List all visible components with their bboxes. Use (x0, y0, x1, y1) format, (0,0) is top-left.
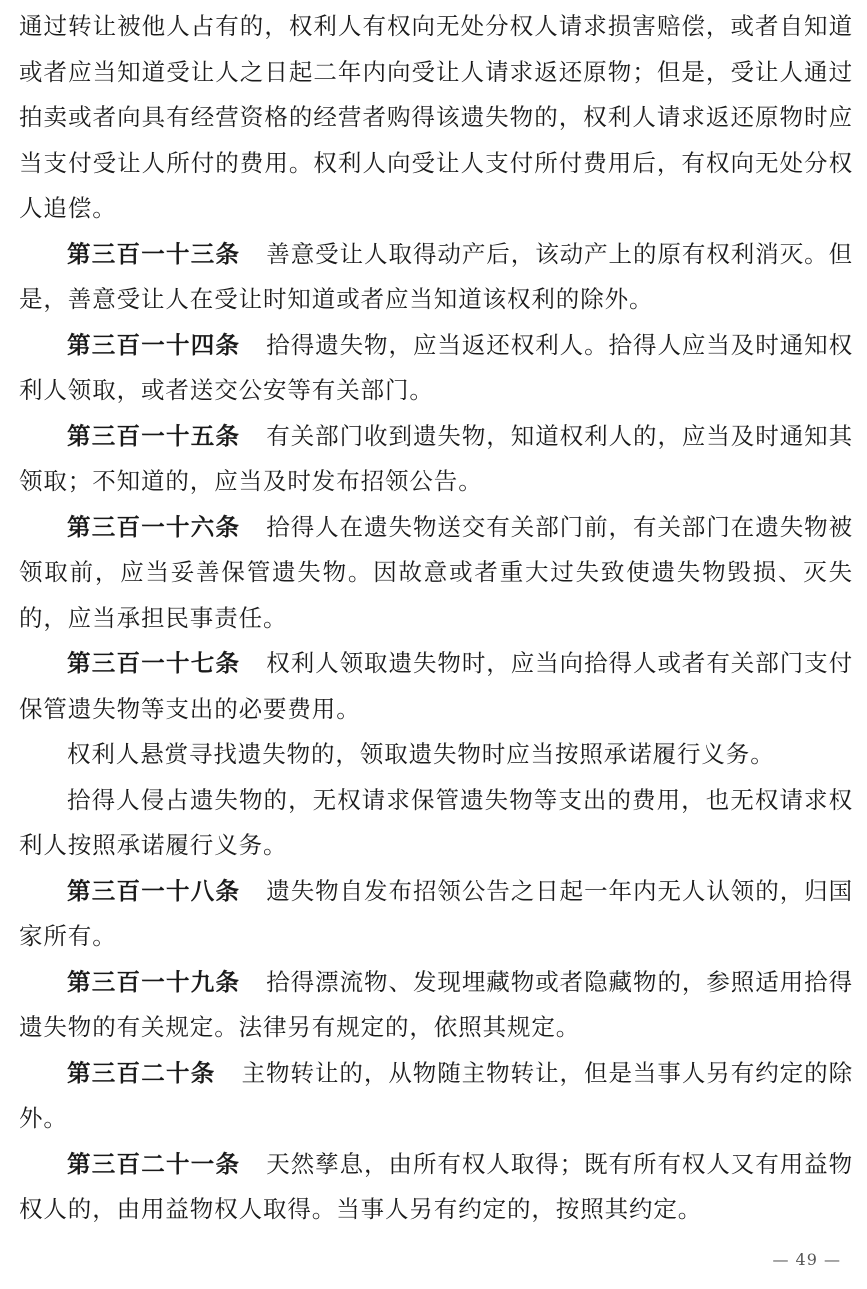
article-321 (19, 1142, 853, 1233)
article-number: 第三百一十四条 (67, 330, 241, 359)
paragraph-text: 拾得遗失物，应当返还权利人。拾得人应当及时通知权利人领取，或者送交公安等有关部门。 (19, 330, 853, 404)
article-number: 第三百一十九条 (67, 967, 241, 996)
article-number: 第三百二十条 (67, 1058, 216, 1087)
article-320 (19, 1051, 853, 1142)
article-317 (19, 641, 853, 732)
paragraph-text: 权利人悬赏寻找遗失物的，领取遗失物时应当按照承诺履行义务。 (67, 740, 775, 768)
article-314 (19, 323, 853, 414)
paragraph-text: 拾得人在遗失物送交有关部门前，有关部门在遗失物被领取前，应当妥善保管遗失物。因故意或者重大过失致使遗失物毁损、灭失的，应当承担民事责任。 (19, 512, 853, 632)
document-body (19, 4, 853, 1233)
article-number: 第三百二十一条 (67, 1149, 241, 1178)
paragraph-text: 善意受让人取得动产后，该动产上的原有权利消灭。但是，善意受让人在受让时知道或者应当知道该权利的除外。 (19, 239, 853, 313)
article-number: 第三百一十六条 (67, 512, 241, 541)
article-315 (19, 414, 853, 505)
paragraph-text: 拾得漂流物、发现埋藏物或者隐藏物的，参照适用拾得遗失物的有关规定。法律另有规定的，依照其规定。 (19, 967, 853, 1041)
paragraph-text: 主物转让的，从物随主物转让，但是当事人另有约定的除外。 (19, 1058, 853, 1132)
paragraph (19, 4, 853, 232)
paragraph (19, 732, 853, 778)
article-313 (19, 232, 853, 323)
paragraph-text: 拾得人侵占遗失物的，无权请求保管遗失物等支出的费用，也无权请求权利人按照承诺履行义务。 (19, 785, 853, 859)
paragraph-text: 通过转让被他人占有的，权利人有权向无处分权人请求损害赔偿，或者自知道或者应当知道受让人之日起二年内向受让人请求返还原物；但是，受让人通过拍卖或者向具有经营资格的经营者购得该遗失物的，权利人请求返还原物时应当支付受让人所付的费用。权利人向受让人支付所付费用后，有权向无处分权人追偿。 (19, 12, 853, 222)
paragraph-text: 天然孳息，由所有权人取得；既有所有权人又有用益物权人的，由用益物权人取得。当事人另有约定的，按照其约定。 (19, 1149, 853, 1223)
article-316 (19, 505, 853, 642)
article-318 (19, 869, 853, 960)
article-number: 第三百一十八条 (67, 876, 241, 905)
page-number: — 49 — (772, 1250, 841, 1269)
article-number: 第三百一十五条 (67, 421, 241, 450)
article-number: 第三百一十七条 (67, 649, 241, 677)
paragraph-text: 有关部门收到遗失物，知道权利人的，应当及时通知其领取；不知道的，应当及时发布招领公告。 (19, 421, 853, 495)
paragraph-text: 权利人领取遗失物时，应当向拾得人或者有关部门支付保管遗失物等支出的必要费用。 (19, 649, 853, 723)
article-number: 第三百一十三条 (67, 239, 241, 268)
paragraph-text: 遗失物自发布招领公告之日起一年内无人认领的，归国家所有。 (19, 876, 853, 950)
paragraph (19, 778, 853, 869)
article-319 (19, 960, 853, 1051)
